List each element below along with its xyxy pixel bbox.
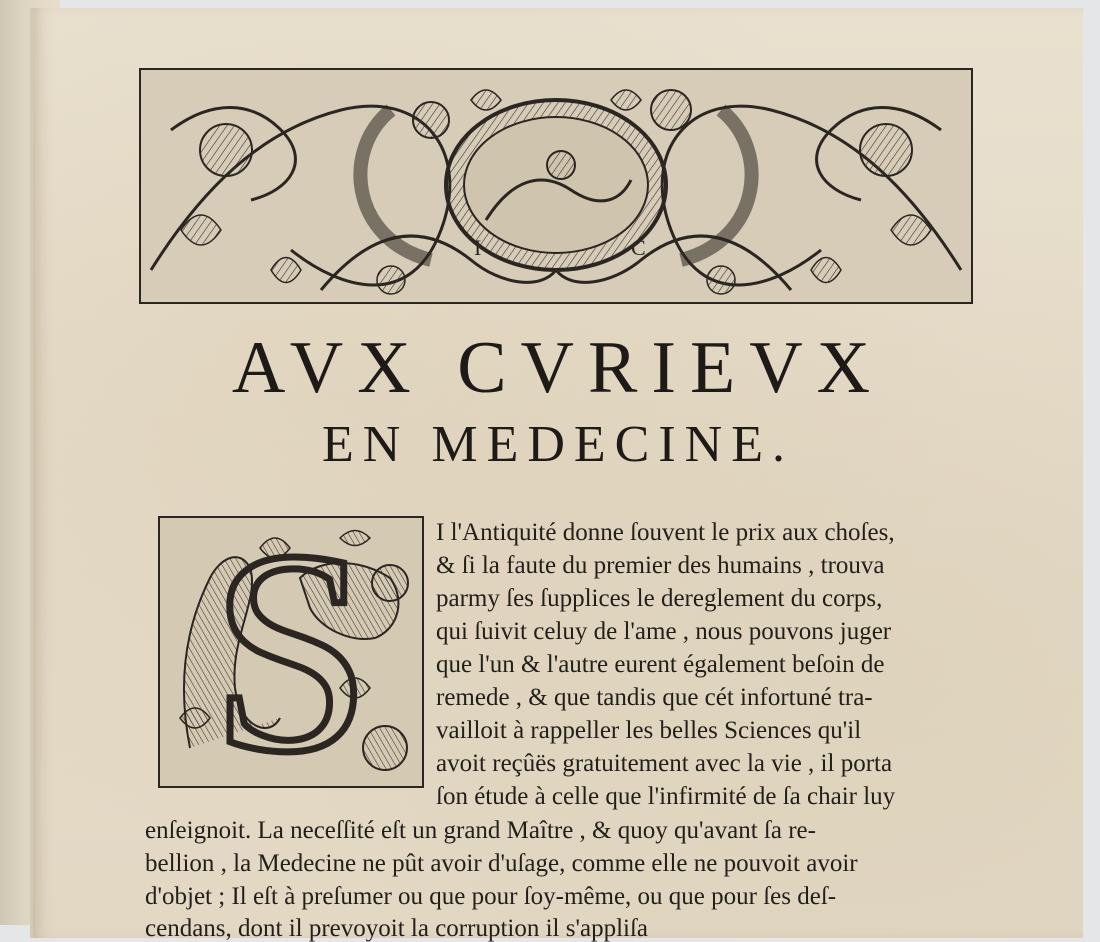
body-text-line: avoit reçûës gratuitement avec la vie , il porta	[436, 750, 893, 777]
body-text-line: & ſi la faute du premier des humains , trouva	[436, 552, 885, 579]
headpiece-engraving	[141, 70, 971, 302]
headpiece-initial-i: I	[474, 235, 482, 260]
body-text-line: bellion , la Medecine ne pût avoir d'uſage, comme elle ne pouvoit avoir	[145, 850, 858, 877]
body-text-line: enſeignoit. La neceſſité eſt un grand Maître , & quoy qu'avant ſa re-	[145, 817, 816, 844]
headpiece-initial-c: C	[631, 235, 646, 260]
body-text-line: I l'Antiquité donne ſouvent le prix aux choſes,	[436, 519, 895, 546]
body-text-line: vailloit à rappeller les belles Sciences qu'il	[436, 717, 862, 744]
body-text-line: qui ſuivit celuy de l'ame , nous pouvons juger	[436, 618, 892, 645]
book-page	[30, 8, 1083, 942]
drop-cap-engraving	[160, 518, 422, 786]
page-title-line-1: AVX CVRIEVX	[231, 327, 885, 409]
body-text-line: que l'un & l'autre eurent également beſoin de	[436, 651, 885, 678]
body-text-line: cendans, dont il prevoyoit la corruption il s'appliſa	[145, 915, 649, 942]
body-text-line: remede , & que tandis que cét infortuné tra-	[436, 684, 873, 711]
ornamental-headpiece	[139, 68, 973, 304]
page-title-line-2: EN MEDECINE.	[322, 416, 794, 473]
body-text-line: parmy ſes ſupplices le dereglement du corps,	[436, 585, 883, 612]
body-text-line: d'objet ; Il eſt à preſumer ou que pour ſoy-même, ou que pour ſes deſ-	[145, 883, 837, 910]
body-text-line: ſon étude à celle que l'infirmité de ſa chair luy	[436, 783, 896, 810]
ornamental-drop-cap	[158, 516, 424, 788]
